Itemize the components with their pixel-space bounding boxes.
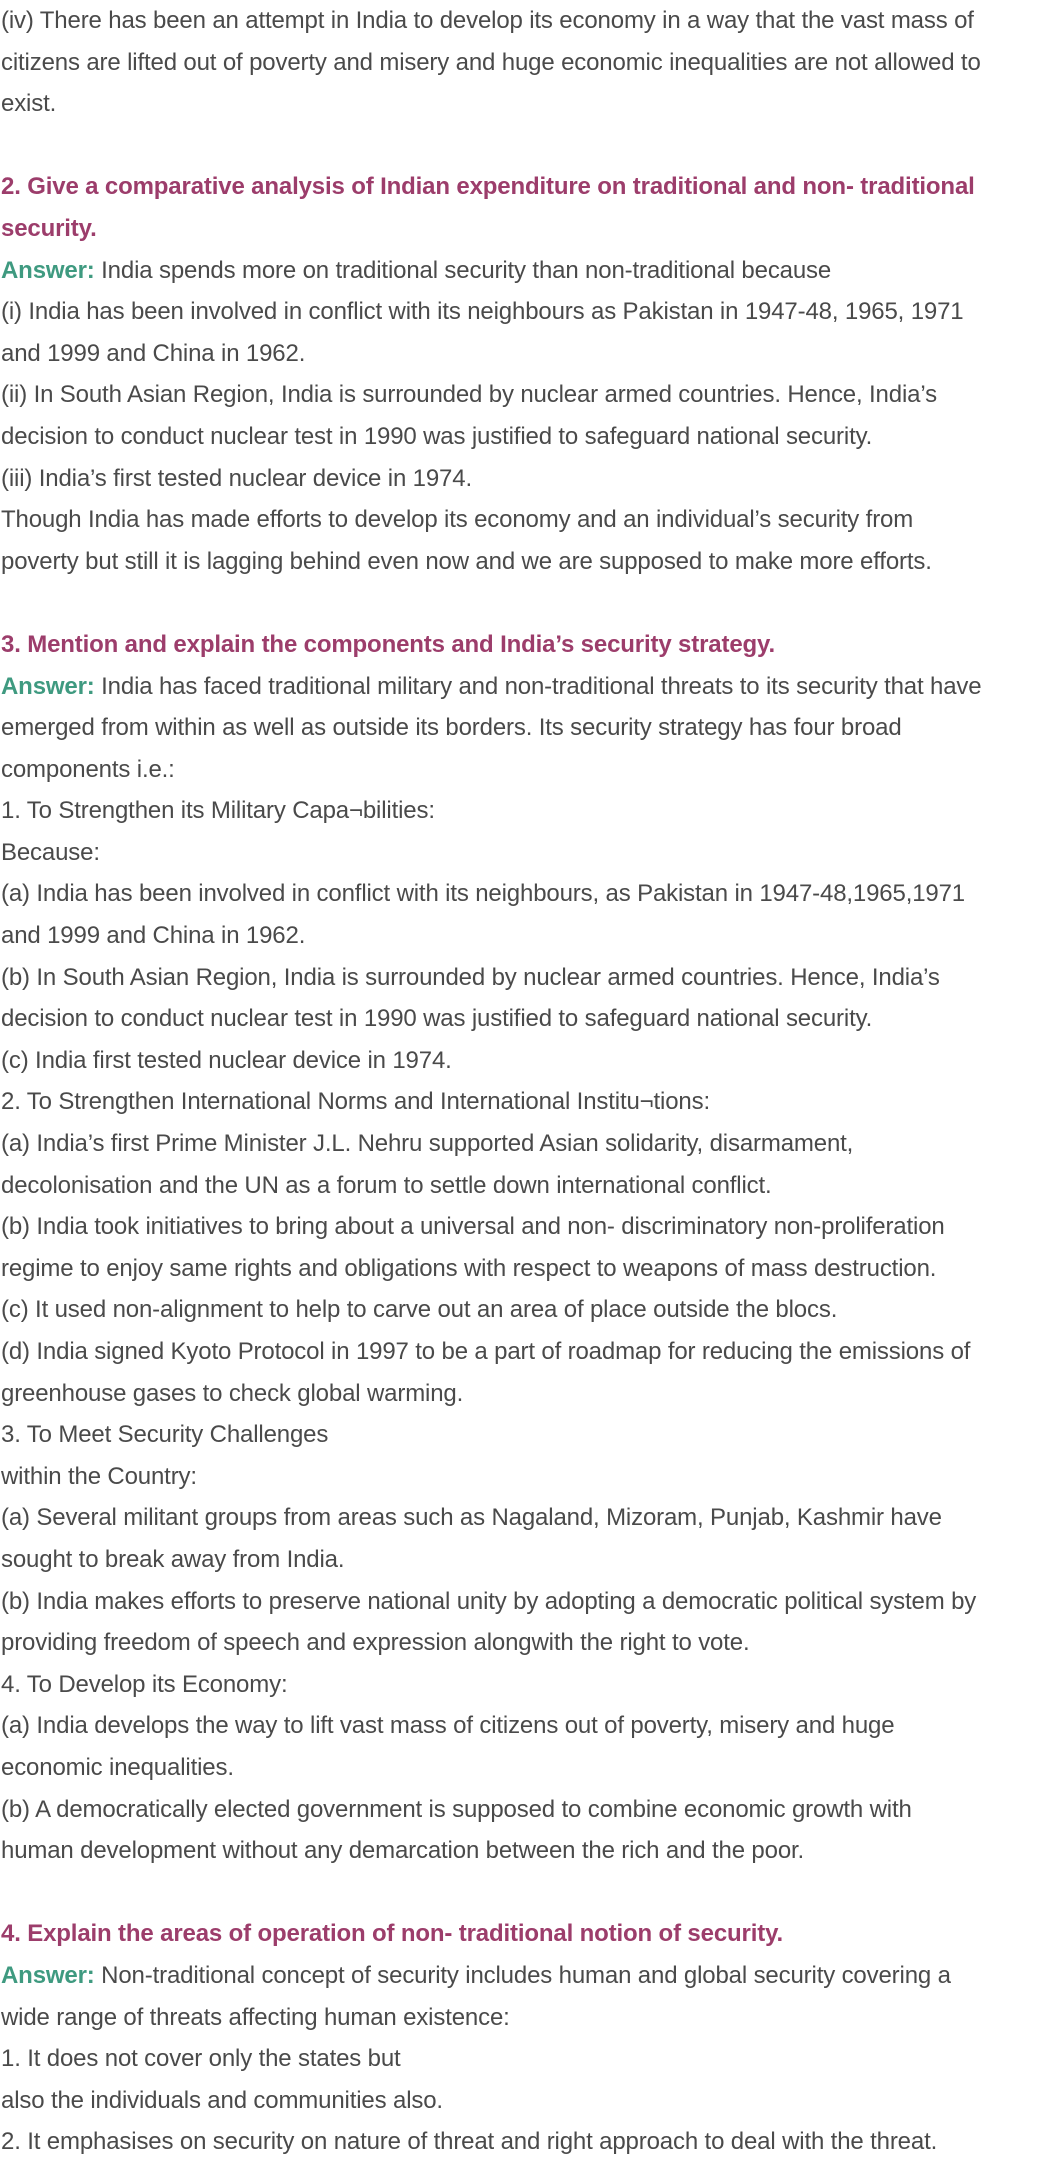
question-3-heading: 3. Mention and explain the components and India’s security strategy. <box>1 630 775 658</box>
text-line: (i) India has been involved in conflict with its neighbours as Pakistan in 1947-48, 1965, 1971 <box>1 298 964 326</box>
text-line: components i.e.: <box>1 755 175 783</box>
paragraph-gap <box>1 1872 1047 1914</box>
text-line: 1. To Strengthen its Military Capa¬bilities: <box>1 797 435 825</box>
question-3-section <box>1 624 1047 1872</box>
text-line: decision to conduct nuclear test in 1990 was justified to safeguard national security. <box>1 1005 873 1033</box>
text-line: (iv) There has been an attempt in India to develop its economy in a way that the vast mass of <box>1 7 974 34</box>
text-line: (d) India signed Kyoto Protocol in 1997 to be a part of roadmap for reducing the emissions of <box>1 1338 971 1365</box>
answer-label: Answer: <box>1 256 95 284</box>
answer-label: Answer: <box>1 1961 95 1989</box>
text-line: 2. It emphasises on security on nature of threat and right approach to deal with the threat. <box>1 2128 938 2156</box>
text-line: 2. To Strengthen International Norms and International Institu¬tions: <box>1 1088 710 1116</box>
text-line: decision to conduct nuclear test in 1990 was justified to safeguard national security. <box>1 422 873 450</box>
text-line: and 1999 and China in 1962. <box>1 339 306 367</box>
text-line: 4. To Develop its Economy: <box>1 1670 288 1698</box>
text-line: decolonisation and the UN as a forum to settle down international conflict. <box>1 1171 772 1199</box>
text-line: also the individuals and communities also. <box>1 2086 443 2114</box>
paragraph-gap <box>1 582 1047 624</box>
text-line: emerged from within as well as outside its borders. Its security strategy has four broad <box>1 714 902 742</box>
answer-line <box>1 250 1047 292</box>
answer-label: Answer: <box>1 672 95 700</box>
text-line: (a) Several militant groups from areas such as Nagaland, Mizoram, Punjab, Kashmir have <box>1 1504 942 1532</box>
answer-text: India has faced traditional military and non-traditional threats to its security that have <box>94 672 982 700</box>
text-line: (b) In South Asian Region, India is surrounded by nuclear armed countries. Hence, India’s <box>1 963 940 991</box>
text-line: poverty but still it is lagging behind even now and we are supposed to make more efforts. <box>1 547 932 575</box>
text-line: Though India has made efforts to develop its economy and an individual’s security from <box>1 506 914 534</box>
text-line: (a) India’s first Prime Minister J.L. Nehru supported Asian solidarity, disarmament, <box>1 1130 854 1158</box>
question-2-heading: security. <box>1 214 97 242</box>
answer-text: India spends more on traditional security than non-traditional because <box>94 256 832 284</box>
text-line: (b) India makes efforts to preserve national unity by adopting a democratic political system by <box>1 1587 977 1615</box>
answer-text: Non-traditional concept of security includes human and global security covering a <box>94 1961 951 1989</box>
question-2-heading: 2. Give a comparative analysis of Indian expenditure on traditional and non- traditional <box>1 173 975 201</box>
intro-paragraph <box>1 0 1047 125</box>
text-line: wide range of threats affecting human existence: <box>1 2003 510 2031</box>
text-line: exist. <box>1 90 57 118</box>
text-line: citizens are lifted out of poverty and misery and huge economic inequalities are not allowed to <box>1 48 981 76</box>
text-line: Because: <box>1 838 100 866</box>
text-line: (c) India first tested nuclear device in 1974. <box>1 1046 452 1074</box>
text-line: human development without any demarcation between the rich and the poor. <box>1 1837 805 1865</box>
text-line: sought to break away from India. <box>1 1545 345 1573</box>
text-line: (a) India has been involved in conflict with its neighbours, as Pakistan in 1947-48,1965,1971 <box>1 880 966 908</box>
answer-line <box>1 666 1047 708</box>
text-line: (iii) India’s first tested nuclear device in 1974. <box>1 464 472 492</box>
text-line: (a) India develops the way to lift vast mass of citizens out of poverty, misery and huge <box>1 1712 895 1740</box>
text-line: economic inequalities. <box>1 1753 234 1781</box>
text-line: (b) India took initiatives to bring about a universal and non- discriminatory non-proliferation <box>1 1213 945 1241</box>
text-line: greenhouse gases to check global warming. <box>1 1379 464 1407</box>
question-2-section <box>1 166 1047 582</box>
text-line: (b) A democratically elected government is supposed to combine economic growth with <box>1 1795 912 1823</box>
text-line: 3. To Meet Security Challenges <box>1 1421 329 1449</box>
question-4-section <box>1 1913 1047 2163</box>
text-line: (c) It used non-alignment to help to carve out an area of place outside the blocs. <box>1 1296 838 1324</box>
answer-line <box>1 1955 1047 1997</box>
text-line: and 1999 and China in 1962. <box>1 922 306 950</box>
text-line: 1. It does not cover only the states but <box>1 2045 401 2073</box>
text-line: providing freedom of speech and expression alongwith the right to vote. <box>1 1629 750 1657</box>
text-line: regime to enjoy same rights and obligations with respect to weapons of mass destruction. <box>1 1254 937 1282</box>
question-4-heading: 4. Explain the areas of operation of non- traditional notion of security. <box>1 1920 784 1948</box>
text-line: (ii) In South Asian Region, India is surrounded by nuclear armed countries. Hence, India’s <box>1 381 937 409</box>
paragraph-gap <box>1 125 1047 167</box>
text-line: within the Country: <box>1 1462 197 1490</box>
